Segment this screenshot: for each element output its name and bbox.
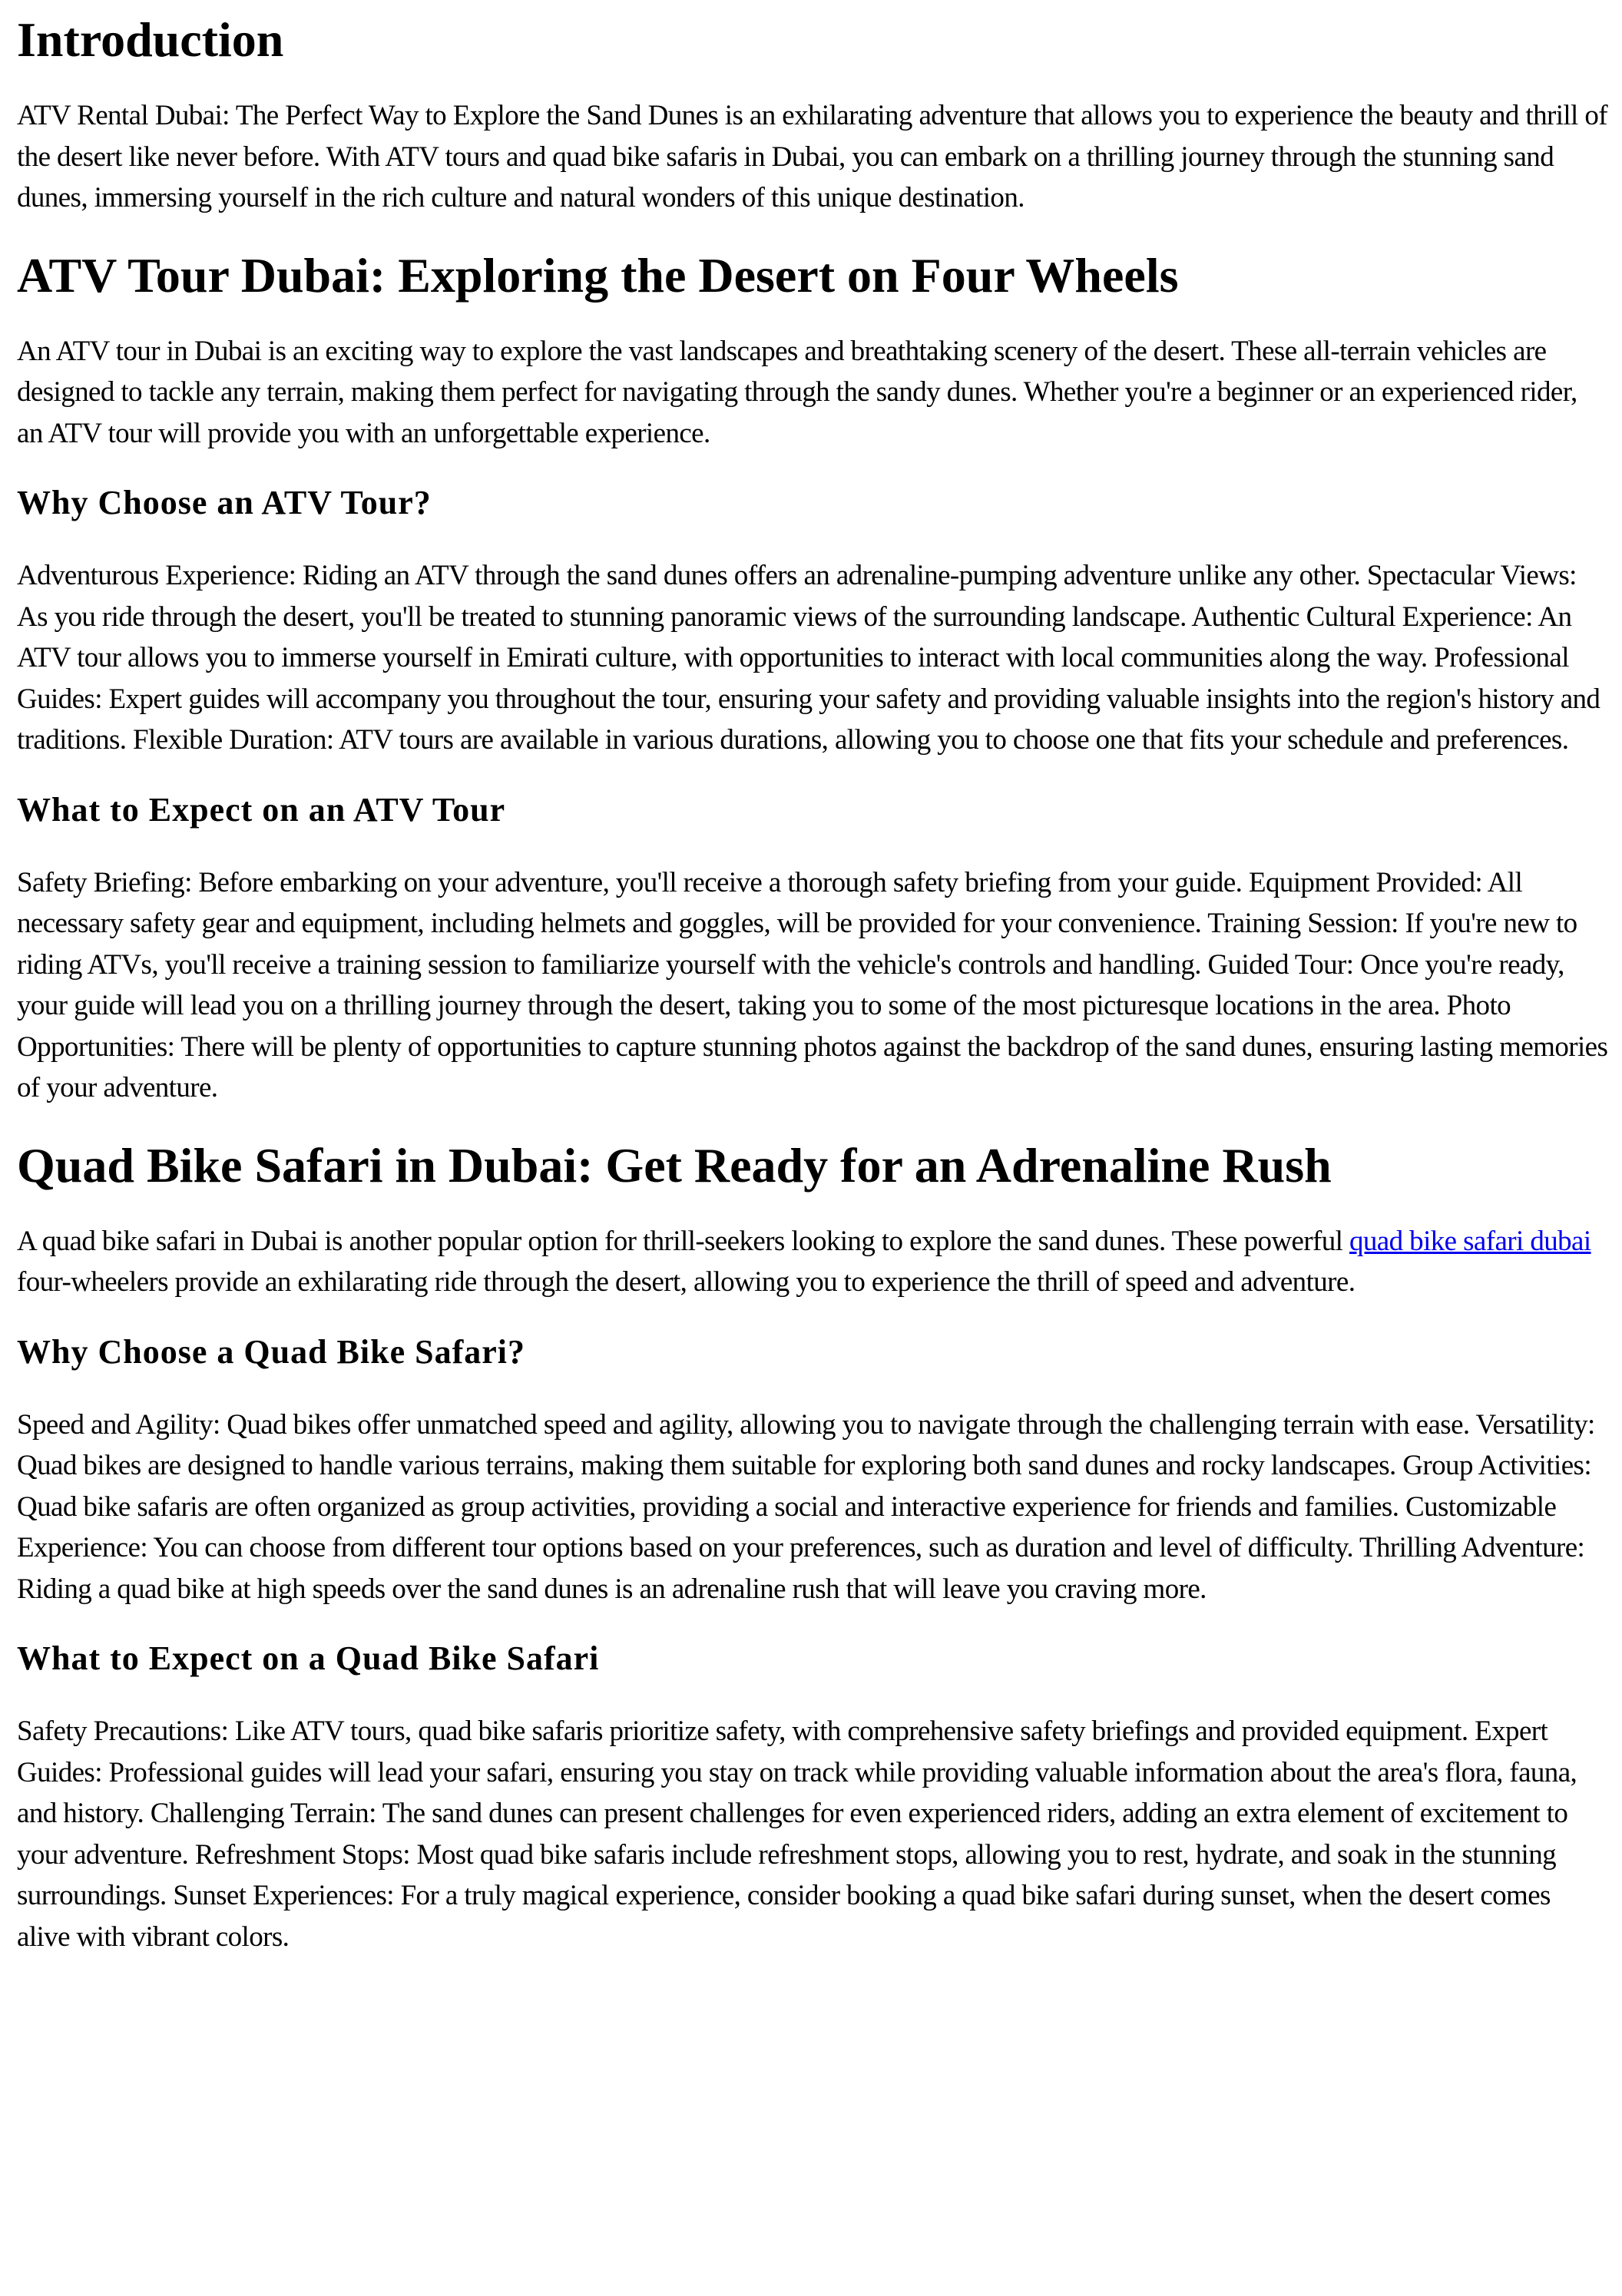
heading-expect-quad: What to Expect on a Quad Bike Safari: [17, 1639, 600, 1677]
heading-expect-atv: What to Expect on an ATV Tour: [17, 790, 506, 829]
heading-why-atv: Why Choose an ATV Tour?: [17, 484, 432, 521]
paragraph-expect-quad: Safety Precautions: Like ATV tours, quad bike safaris prioritize safety, with comprehensive safety briefings and provided equipment. Expert Guides: Professional guides will lead your safari, ensuring you stay on track while providing valuable information about the area's flora, fauna, and history. Challenging Terrain: The sand dunes can present challenges for even experienced riders, adding an extra element of excitement to your adventure. Refreshment Stops: Most quad bike safaris include refreshment stops, allowing you to rest, hydrate, and soak in the stunning surroundings. Sunset Experiences: For a truly magical experience, consider booking a quad bike safari during sunset, when the desert comes alive with vibrant colors.: [17, 1715, 1577, 1953]
heading-quad-safari: Quad Bike Safari in Dubai: Get Ready for an Adrenaline Rush: [17, 1137, 1332, 1193]
heading-why-quad: Why Choose a Quad Bike Safari?: [17, 1332, 525, 1371]
paragraph-introduction: ATV Rental Dubai: The Perfect Way to Explore the Sand Dunes is an exhilarating adventure that allows you to experience the beauty and thrill of the desert like never before. With ATV tours and quad bike safaris in Dubai, you can embark on a thrilling journey through the stunning sand dunes, immersing yourself in the rich culture and natural wonders of this unique destination.: [17, 100, 1608, 213]
heading-introduction: Introduction: [17, 12, 284, 67]
quad-bike-safari-link[interactable]: quad bike safari dubai: [1349, 1225, 1591, 1257]
quad-text-before: A quad bike safari in Dubai is another popular option for thrill-seekers looking to explore the sand dunes. These powerful: [17, 1225, 1349, 1257]
heading-atv-tour: ATV Tour Dubai: Exploring the Desert on Four Wheels: [17, 247, 1179, 303]
paragraph-expect-atv: Safety Briefing: Before embarking on your adventure, you'll receive a thorough safety briefing from your guide. Equipment Provided: All necessary safety gear and equipment, including helmets and goggles, will be provided for your convenience. Training Session: If you're new to riding ATVs, you'll receive a training session to familiarize yourself with the vehicle's controls and handling. Guided Tour: Once you're ready, your guide will lead you on a thrilling journey through the desert, taking you to some of the most picturesque locations in the area. Photo Opportunities: There will be plenty of opportunities to capture stunning photos against the backdrop of the sand dunes, ensuring lasting memories of your adventure.: [17, 866, 1608, 1103]
paragraph-atv-tour: An ATV tour in Dubai is an exciting way to explore the vast landscapes and breathtaking scenery of the desert. These all-terrain vehicles are designed to tackle any terrain, making them perfect for navigating through the sandy dunes. Whether you're a beginner or an experienced rider, an ATV tour will provide you with an unforgettable experience.: [17, 335, 1577, 449]
paragraph-why-quad: Speed and Agility: Quad bikes offer unmatched speed and agility, allowing you to navigate through the challenging terrain with ease. Versatility: Quad bikes are designed to handle various terrains, making them suitable for exploring both sand dunes and rocky landscapes. Group Activities: Quad bike safaris are often organized as group activities, providing a social and interactive experience for friends and families. Customizable Experience: You can choose from different tour options based on your preferences, such as duration and level of difficulty. Thrilling Adventure: Riding a quad bike at high speeds over the sand dunes is an adrenaline rush that will leave you craving more.: [17, 1408, 1595, 1605]
paragraph-why-atv: Adventurous Experience: Riding an ATV through the sand dunes offers an adrenaline-pumping adventure unlike any other. Spectacular Views: As you ride through the desert, you'll be treated to stunning panoramic views of the surrounding landscape. Authentic Cultural Experience: An ATV tour allows you to immerse yourself in Emirati culture, with opportunities to interact with local communities along the way. Professional Guides: Expert guides will accompany you throughout the tour, ensuring your safety and providing valuable insights into the region's history and traditions. Flexible Duration: ATV tours are available in various durations, allowing you to choose one that fits your schedule and preferences.: [17, 560, 1600, 756]
paragraph-quad-safari: [17, 1221, 1608, 1303]
quad-text-after: four-wheelers provide an exhilarating ride through the desert, allowing you to experience the thrill of speed and adventure.: [17, 1266, 1356, 1298]
